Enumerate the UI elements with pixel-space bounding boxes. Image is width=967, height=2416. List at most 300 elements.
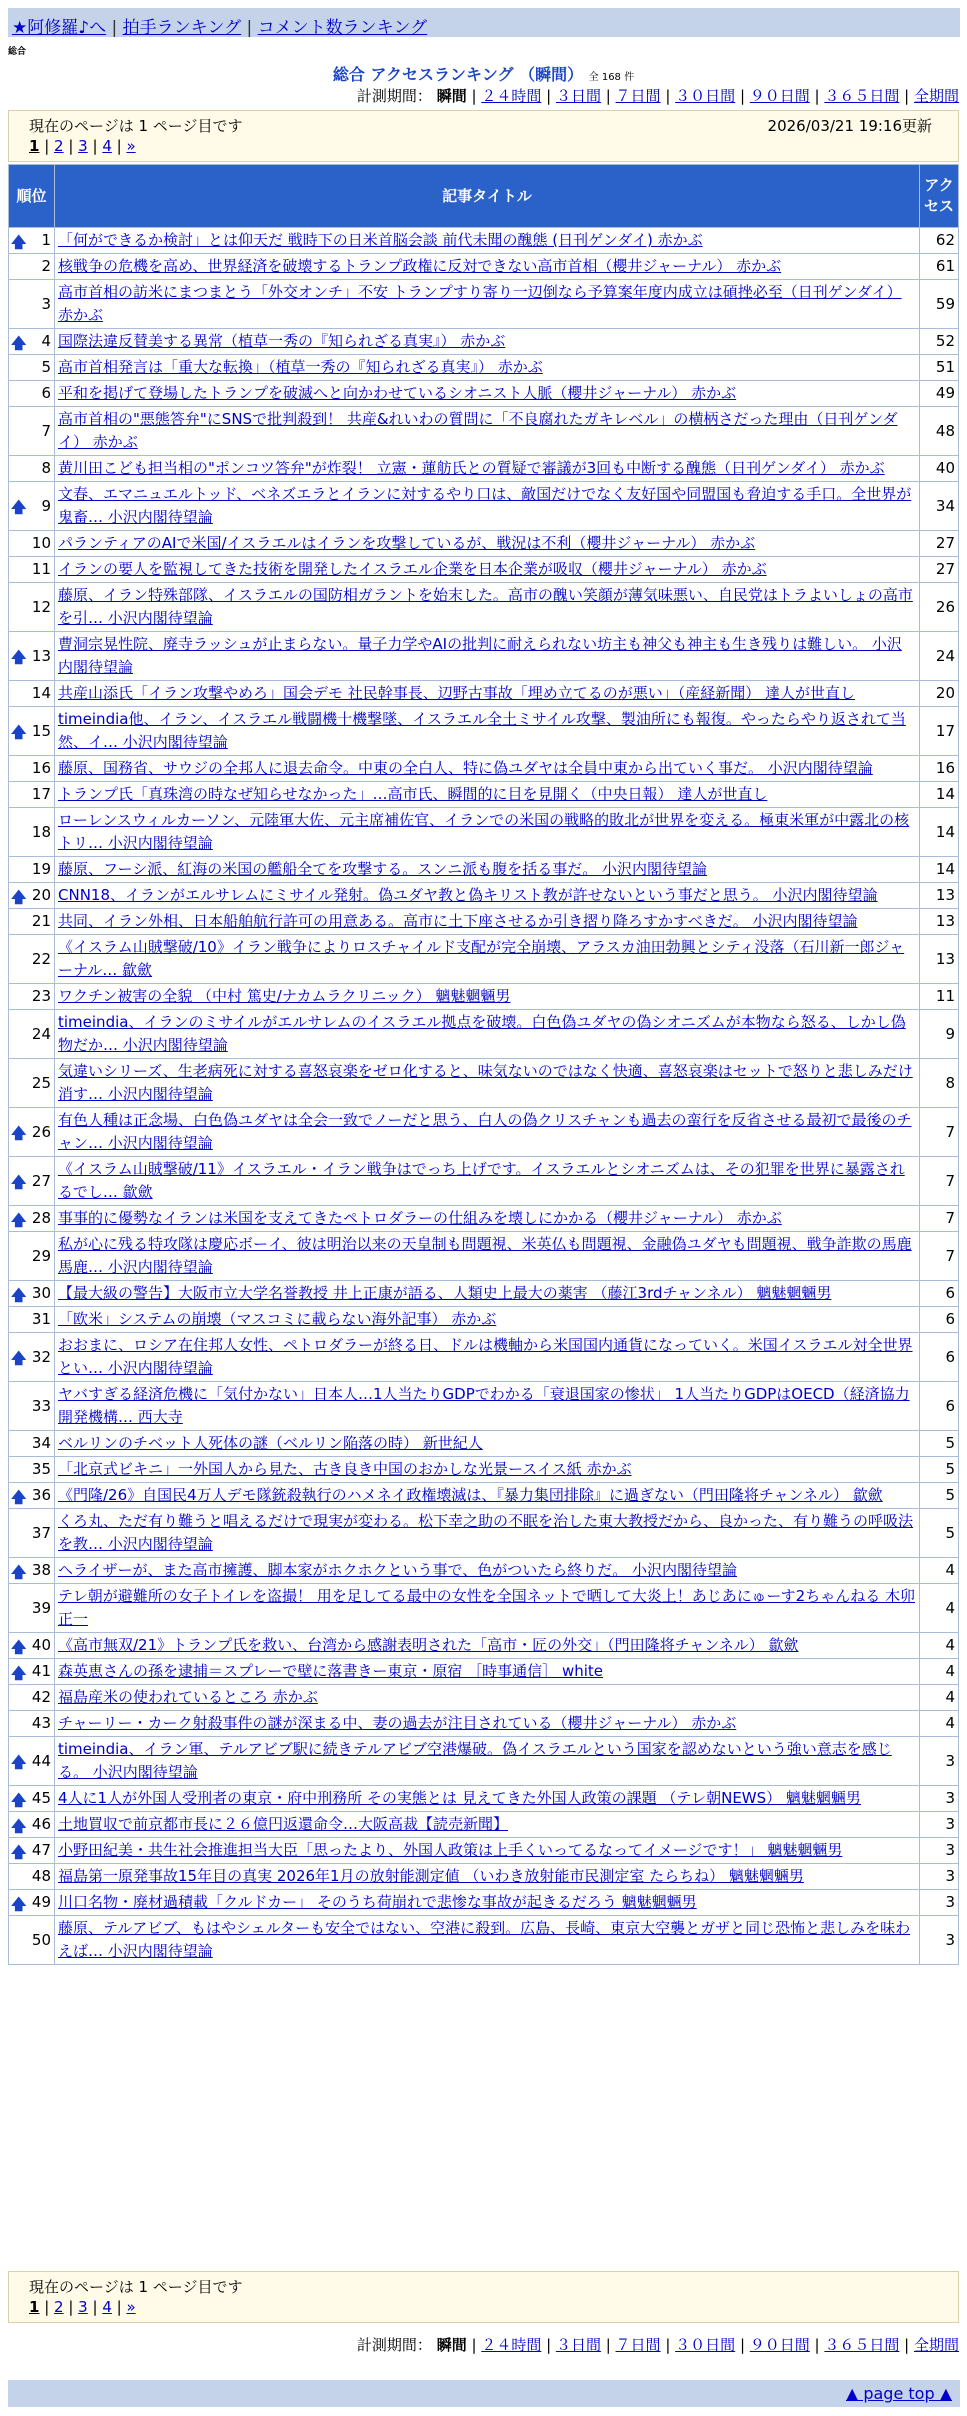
up-arrow-icon: 🡅 [11, 1210, 27, 1229]
table-row [9, 1558, 958, 1583]
title-cell [55, 1010, 919, 1058]
title-cell [55, 1157, 919, 1205]
title-cell [55, 1786, 919, 1811]
nav-sep: | [246, 18, 253, 38]
rank-number: 20 [31, 886, 51, 904]
period-selector-top: 計測期間： 瞬間 | ２４時間 | ３日間 | ７日間 | ３０日間 | ９０日間 | ３６５日間 | 全期間 [356, 87, 959, 105]
article-link[interactable]: 川口名物・廃材過積載「クルドカー」 そのうち荷崩れで悲惨な事故が起きるだろう 魑魅魍魎男 [58, 1893, 697, 1911]
period-all[interactable]: 全期間 [913, 87, 959, 105]
title-cell [55, 1457, 919, 1482]
page-link-4[interactable]: 4 [102, 2298, 112, 2316]
page-link-3[interactable]: 3 [78, 2298, 88, 2316]
title-cell [55, 1659, 919, 1684]
table-row [9, 1333, 958, 1381]
rank-number: 41 [31, 1662, 51, 1680]
up-arrow-icon: 🡅 [11, 232, 27, 251]
title-cell [55, 381, 919, 406]
table-row [9, 1737, 958, 1785]
table-row [9, 1108, 958, 1156]
table-row [9, 381, 958, 406]
article-link[interactable]: ローレンスウィルカーソン、元陸軍大佐、元主席補佐官、イランでの米国の戦略的敗北が世界を変える。極東米軍が中露北の核トリ… 小沢内閣待望論 [58, 811, 910, 852]
period-30d[interactable]: ３０日間 [675, 2336, 736, 2354]
access-count: 14 [920, 808, 958, 856]
article-link[interactable]: 気違いシリーズ、生老病死に対する喜怒哀楽をゼロ化すると、味気ないのではなく快適、喜怒哀楽はセットで怒りと悲しみだけ消す… 小沢内閣待望論 [58, 1062, 913, 1103]
title-cell [55, 280, 919, 328]
access-count: 40 [920, 456, 958, 481]
rank-cell [9, 1281, 54, 1306]
rank-cell [9, 808, 54, 856]
rank-number: 24 [31, 1024, 51, 1043]
period-7d[interactable]: ７日間 [615, 87, 661, 105]
title-cell [55, 1838, 919, 1863]
rank-number: 28 [31, 1209, 51, 1227]
rank-number: 25 [31, 1073, 51, 1092]
access-count: 3 [920, 1737, 958, 1785]
page-links: 1 | 2 | 3 | 4 | » [29, 137, 136, 155]
rank-cell [9, 456, 54, 481]
title-cell [55, 254, 919, 279]
rank-cell [9, 482, 54, 530]
rank-cell [9, 909, 54, 934]
article-link[interactable]: 《門隆/26》自国民4万人デモ隊銃殺執行のハメネイ政権壊滅は、『暴力集団排除』に過ぎない（門田隆将チャンネル） 歙歛 [58, 1486, 883, 1504]
page-title-text: 総合 アクセスランキング （瞬間） [332, 65, 584, 84]
rank-cell [9, 984, 54, 1009]
title-cell [55, 909, 919, 934]
page-current: 1 [29, 137, 40, 155]
article-link[interactable]: ヤバすぎる経済危機に「気付かない」日本人…1人当たりGDPでわかる「衰退国家の惨状」 1人当たりGDPはOECD（経済協力開発機構… 西大寺 [58, 1385, 910, 1426]
title-cell [55, 857, 919, 882]
rank-cell [9, 707, 54, 755]
article-link[interactable]: 「何ができるか検討」とは仰天だ 戦時下の日米首脳会談 前代未聞の醜態 (日刊ゲンダイ) 赤かぶ [58, 231, 703, 249]
article-link[interactable]: 【最大級の警告】大阪市立大学名誉教授 井上正康が語る、人類史上最大の薬害 （藤江3rdチャンネル） 魑魅魍魎男 [58, 1284, 832, 1302]
access-count: 4 [920, 1584, 958, 1632]
rank-number: 1 [41, 231, 51, 249]
table-row [9, 557, 958, 582]
rank-number: 19 [31, 860, 51, 878]
clap-ranking-link[interactable]: 拍手ランキング [122, 18, 242, 38]
table-row [9, 1685, 958, 1710]
access-count: 5 [920, 1457, 958, 1482]
access-count: 4 [920, 1685, 958, 1710]
title-cell [55, 1333, 919, 1381]
article-link[interactable]: パランティアのAIで米国/イスラエルはイランを攻撃しているが、戦況は不利（櫻井ジャーナル） 赤かぶ [58, 534, 756, 552]
access-count: 3 [920, 1890, 958, 1915]
table-row [9, 707, 958, 755]
rank-cell [9, 280, 54, 328]
title-cell [55, 681, 919, 706]
rank-number: 11 [31, 560, 51, 578]
access-count: 5 [920, 1483, 958, 1508]
table-row [9, 935, 958, 983]
period-365d[interactable]: ３６５日間 [824, 2336, 900, 2354]
up-arrow-icon: 🡅 [11, 1753, 27, 1771]
title-cell [55, 228, 919, 253]
table-row [9, 756, 958, 781]
article-link[interactable]: 《高市無双/21》トランプ氏を救い、台湾から感謝表明された「高市・匠の外交」（門田隆将チャンネル） 歙歛 [58, 1636, 799, 1654]
rank-cell [9, 1333, 54, 1381]
up-arrow-icon: 🡅 [11, 333, 27, 352]
article-link[interactable]: 森英恵さんの孫を逮捕＝スプレーで壁に落書きー東京・原宿 ［時事通信］ white [58, 1662, 603, 1680]
page-link-4[interactable]: 4 [102, 137, 112, 155]
rank-cell [9, 1382, 54, 1430]
rank-cell [9, 254, 54, 279]
page-link-3[interactable]: 3 [78, 137, 88, 155]
article-link[interactable]: 小野田紀美・共生社会推進担当大臣「思ったより、外国人政策は上手くいってるなってイメージです！」 魑魅魍魎男 [58, 1841, 843, 1859]
table-row [9, 1157, 958, 1205]
title-cell [55, 984, 919, 1009]
access-count: 5 [920, 1431, 958, 1456]
table-row [9, 531, 958, 556]
article-link[interactable]: 核戦争の危機を高め、世界経済を破壊するトランプ政権に反対できない高市首相（櫻井ジャーナル） 赤かぶ [58, 257, 782, 275]
pager-top [8, 110, 959, 162]
rank-number: 16 [31, 759, 51, 777]
article-link[interactable]: チャーリー・カーク射殺事件の謎が深まる中、妻の過去が注目されている（櫻井ジャーナル） 赤かぶ [58, 1714, 737, 1732]
title-cell [55, 1307, 919, 1332]
up-arrow-icon: 🡅 [11, 1349, 27, 1367]
access-count: 20 [920, 681, 958, 706]
table-row [9, 808, 958, 856]
ranking-table [8, 164, 959, 1965]
article-link[interactable]: timeindia、イランのミサイルがエルサレムのイスラエル拠点を破壊。白色偽ユダヤの偽シオニズムが本物なら怒る、しかし偽物だか… 小沢内閣待望論 [58, 1013, 906, 1054]
rank-number: 15 [31, 721, 51, 740]
rank-cell [9, 1812, 54, 1837]
rank-cell [9, 1059, 54, 1107]
title-cell [55, 1711, 919, 1736]
rank-header: 順位 [9, 165, 54, 227]
period-90d[interactable]: ９０日間 [749, 87, 810, 105]
period-current: 瞬間 [436, 2336, 467, 2354]
title-cell [55, 883, 919, 908]
table-row [9, 329, 958, 354]
page-link-2[interactable]: 2 [54, 137, 64, 155]
article-link[interactable]: timeindia他、イラン、イスラエル戦闘機十機撃墜、イスラエル全土ミサイル攻撃、製油所にも報復。やったらやり返されて当然、イ… 小沢内閣待望論 [58, 710, 906, 751]
title-cell [55, 583, 919, 631]
page-next[interactable]: » [126, 137, 136, 155]
title-cell [55, 1431, 919, 1456]
up-arrow-icon: 🡅 [11, 648, 27, 666]
access-count: 27 [920, 531, 958, 556]
table-row [9, 782, 958, 807]
period-90d[interactable]: ９０日間 [749, 2336, 810, 2354]
table-row [9, 1010, 958, 1058]
table-row [9, 1059, 958, 1107]
rank-cell [9, 228, 54, 253]
table-row [9, 1659, 958, 1684]
total-count: 全 168 件 [588, 72, 635, 83]
ranking-rows [9, 228, 958, 1964]
table-row [9, 1232, 958, 1280]
rank-cell [9, 1737, 54, 1785]
page-link-2[interactable]: 2 [54, 2298, 64, 2316]
page-top-link[interactable]: ▲ page top ▲ [845, 2384, 952, 2403]
table-row [9, 228, 958, 253]
title-cell [55, 1558, 919, 1583]
article-link[interactable]: 藤原、テルアビブ、もはやシェルターも安全ではない、空港に殺到。広島、長崎、東京大空襲とガザと同じ恐怖と悲しみを味わえば… 小沢内閣待望論 [58, 1919, 911, 1960]
article-link[interactable]: 有色人種は正念場、白色偽ユダヤは全会一致でノーだと思う、白人の偽クリスチャンも過去の蛮行を反省させる最初で最後のチャン… 小沢内閣待望論 [58, 1111, 912, 1152]
access-count: 13 [920, 935, 958, 983]
rank-number: 27 [31, 1171, 51, 1190]
up-arrow-icon: 🡅 [11, 1816, 27, 1835]
updated-time: 2026/03/21 19:16更新 [767, 117, 932, 135]
table-row [9, 681, 958, 706]
title-cell [55, 1281, 919, 1306]
rank-cell [9, 1157, 54, 1205]
rank-cell [9, 782, 54, 807]
rank-number: 42 [31, 1688, 51, 1706]
rank-number: 43 [31, 1714, 51, 1732]
access-count: 62 [920, 228, 958, 253]
article-link[interactable]: CNN18、イランがエルサレムにミサイル発射。偽ユダヤ教と偽キリスト教が許せないという事だと思う。 小沢内閣待望論 [58, 886, 878, 904]
article-link[interactable]: 事事的に優勢なイランは米国を支えてきたペトロダラーの仕組みを壊しにかかる（櫻井ジャーナル） 赤かぶ [58, 1209, 782, 1227]
rank-cell [9, 583, 54, 631]
access-count: 3 [920, 1864, 958, 1889]
access-count: 14 [920, 782, 958, 807]
article-link[interactable]: 4人に1人が外国人受刑者の東京・府中刑務所 その実態とは 見えてきた外国人政策の課題 （テレ朝NEWS） 魑魅魍魎男 [58, 1789, 861, 1807]
article-link[interactable]: 高市首相の訪米にまつまとう「外交オンチ」不安 トランプすり寄り一辺倒なら予算案年度内成立は碩挫必至（日刊ゲンダイ） 赤かぶ [58, 283, 902, 324]
table-row [9, 1864, 958, 1889]
title-header: 記事タイトル [55, 165, 919, 227]
rank-number: 22 [31, 949, 51, 968]
title-cell [55, 1059, 919, 1107]
title-cell [55, 707, 919, 755]
article-link[interactable]: イランの要人を監視してきた技術を開発したイスラエル企業を日本企業が吸収（櫻井ジャーナル） 赤かぶ [58, 560, 767, 578]
table-row [9, 1206, 958, 1231]
rank-number: 49 [31, 1893, 51, 1911]
up-arrow-icon: 🡅 [11, 1663, 27, 1682]
rank-number: 38 [31, 1561, 51, 1579]
article-link[interactable]: 「欧米」システムの崩壊（マスコミに載らない海外記事） 赤かぶ [58, 1310, 497, 1328]
rank-cell [9, 1206, 54, 1231]
table-row [9, 456, 958, 481]
title-cell [55, 1509, 919, 1557]
article-link[interactable]: 黄川田こども担当相の"ポンコツ答弁"が炸裂！ 立憲・蓮舫氏との質疑で審議が3回も中断する醜態（日刊ゲンダイ） 赤かぶ [58, 459, 885, 477]
period-label: 計測期間： [356, 2336, 432, 2354]
access-count: 8 [920, 1059, 958, 1107]
access-count: 48 [920, 407, 958, 455]
title-cell [55, 1864, 919, 1889]
rank-cell [9, 1864, 54, 1889]
period-3d[interactable]: ３日間 [555, 87, 601, 105]
rank-number: 29 [31, 1246, 51, 1265]
rank-number: 23 [31, 987, 51, 1005]
title-cell [55, 1584, 919, 1632]
page-current: 1 [29, 2298, 40, 2316]
access-count: 3 [920, 1838, 958, 1863]
access-count: 6 [920, 1382, 958, 1430]
title-cell [55, 329, 919, 354]
page-links: 1 | 2 | 3 | 4 | » [29, 2298, 136, 2316]
access-count: 26 [920, 583, 958, 631]
rank-cell [9, 1711, 54, 1736]
title-cell [55, 1685, 919, 1710]
current-page-text: 現在のページは 1 ページ目です [29, 117, 243, 135]
table-row [9, 1633, 958, 1658]
access-count: 13 [920, 883, 958, 908]
current-page-text: 現在のページは 1 ページ目です [29, 2278, 243, 2296]
article-link[interactable]: 土地買収で前京都市長に２６億円返還命令…大阪高裁【読売新聞】 [58, 1815, 509, 1833]
access-count: 7 [920, 1157, 958, 1205]
article-link[interactable]: 《イスラム山賊撃破/10》イラン戦争によりロスチャイルド支配が完全崩壊、アラスカ油田勃興とシティ没落（石川新一郎ジャーナル… 歙歛 [58, 938, 905, 979]
table-row [9, 355, 958, 380]
rank-number: 44 [31, 1751, 51, 1770]
rank-cell [9, 1431, 54, 1456]
article-link[interactable]: 曹洞宗晃性院、廃寺ラッシュが止まらない。量子力学やAIの批判に耐えられない坊主も神父も神主も生き残りは難しい。 小沢内閣待望論 [58, 635, 902, 676]
title-cell [55, 1232, 919, 1280]
period-365d[interactable]: ３６５日間 [824, 87, 900, 105]
up-arrow-icon: 🡅 [11, 1894, 27, 1913]
rank-number: 14 [31, 684, 51, 702]
table-header-row [9, 165, 958, 227]
period-24h[interactable]: ２４時間 [481, 87, 542, 105]
title-cell [55, 1382, 919, 1430]
rank-cell [9, 1786, 54, 1811]
access-count: 27 [920, 557, 958, 582]
rank-number: 8 [41, 459, 51, 477]
article-link[interactable]: 藤原、イラン特殊部隊、イスラエルの国防相ガラントを始末した。高市の醜い笑顔が薄気味悪い、自民党はトラよいしょの高市を引… 小沢内閣待望論 [58, 586, 913, 627]
pager-bottom [8, 2271, 959, 2323]
table-row [9, 632, 958, 680]
table-row [9, 857, 958, 882]
rank-cell [9, 1232, 54, 1280]
rank-cell [9, 1457, 54, 1482]
table-row [9, 1711, 958, 1736]
rank-cell [9, 407, 54, 455]
article-link[interactable]: くろ丸、ただ有り難うと唱えるだけで現実が変わる。松下幸之助の不眠を治した東大教授だから、良かった、有り難うの呼吸法を教… 小沢内閣待望論 [58, 1512, 914, 1553]
page-next[interactable]: » [126, 2298, 136, 2316]
access-count: 4 [920, 1558, 958, 1583]
access-count: 4 [920, 1659, 958, 1684]
table-row [9, 1281, 958, 1306]
table-row [9, 1786, 958, 1811]
article-link[interactable]: 平和を掲げて登場したトランプを破滅へと向かわせているシオニスト人脈（櫻井ジャーナル） 赤かぶ [58, 384, 737, 402]
period-selector-bottom: 計測期間： 瞬間 | ２４時間 | ３日間 | ７日間 | ３０日間 | ９０日間 | ３６５日間 | 全期間 [356, 2336, 959, 2354]
table-row [9, 883, 958, 908]
rank-number: 12 [31, 597, 51, 616]
article-link[interactable]: ワクチン被害の全貌 （中村 篤史/ナカムラクリニック） 魑魅魍魎男 [58, 987, 511, 1005]
article-link[interactable]: 《イスラム山賊撃破/11》イスラエル・イラン戦争はでっち上げです。イスラエルとシオニズムは、その犯罪を世界に暴露されるでし… 歙歛 [58, 1160, 905, 1201]
comment-ranking-link[interactable]: コメント数ランキング [257, 18, 428, 38]
rank-number: 17 [31, 785, 51, 803]
access-count: 51 [920, 355, 958, 380]
article-link[interactable]: 「北京式ビキニ」一外国人から見た、古き良き中国のおかしな光景ースイス紙 赤かぶ [58, 1460, 632, 1478]
up-arrow-icon: 🡅 [11, 498, 27, 516]
table-row [9, 482, 958, 530]
table-row [9, 407, 958, 455]
nav-sep: | [111, 18, 118, 38]
rank-cell [9, 355, 54, 380]
rank-number: 37 [31, 1523, 51, 1542]
access-count: 5 [920, 1509, 958, 1557]
article-link[interactable]: ヘライザーが、また高市擁護、脚本家がホクホクという事で、色がついたら終りだ。 小沢内閣待望論 [58, 1561, 738, 1579]
table-row [9, 1431, 958, 1456]
rank-cell [9, 935, 54, 983]
rank-cell [9, 756, 54, 781]
up-arrow-icon: 🡅 [11, 1487, 27, 1506]
table-row [9, 1890, 958, 1915]
article-link[interactable]: 藤原、フーシ派、紅海の米国の艦船全てを攻撃する。スンニ派も腹を括る事だ。 小沢内閣待望論 [58, 860, 708, 878]
article-link[interactable]: テレ朝が避難所の女子トイレを盗撮！ 用を足してる最中の女性を全国ネットで晒して大炎上！あじあにゅーす2ちゃんねる 木卯正一 [58, 1587, 915, 1628]
article-link[interactable]: 福島産米の使われているところ 赤かぶ [58, 1688, 318, 1706]
period-3d[interactable]: ３日間 [555, 2336, 601, 2354]
access-count: 4 [920, 1711, 958, 1736]
home-link[interactable]: ★阿修羅♪へ [12, 18, 107, 38]
article-link[interactable]: 高市首相の"悪態答弁"にSNSで批判殺到！ 共産&れいわの質問に「不良腐れたガキレベル」の横柄さだった理由（日刊ゲンダイ） 赤かぶ [58, 410, 898, 451]
article-link[interactable]: 高市首相発言は「重大な転換」（植草一秀の『知られざる真実』） 赤かぶ [58, 358, 543, 376]
rank-cell [9, 632, 54, 680]
access-count: 3 [920, 1916, 958, 1964]
rank-cell [9, 1558, 54, 1583]
period-all[interactable]: 全期間 [913, 2336, 959, 2354]
page-title [0, 62, 967, 85]
access-count: 3 [920, 1786, 958, 1811]
article-link[interactable]: 国際法違反賛美する異常（植草一秀の『知られざる真実』） 赤かぶ [58, 332, 506, 350]
table-row [9, 1457, 958, 1482]
table-row [9, 1307, 958, 1332]
title-cell [55, 1206, 919, 1231]
rank-number: 46 [31, 1815, 51, 1833]
article-link[interactable]: 藤原、国務省、サウジの全邦人に退去命令。中東の全白人、特に偽ユダヤは全員中東から出ていく事だ。 小沢内閣待望論 [58, 759, 873, 777]
article-link[interactable]: 共産山添氏「イラン攻撃やめろ」国会デモ 社民幹事長、辺野古事故「埋め立てるのが悪い」（産経新聞） 達人が世直し [58, 684, 856, 702]
rank-cell [9, 531, 54, 556]
rank-number: 9 [41, 496, 51, 515]
access-count: 24 [920, 632, 958, 680]
article-link[interactable]: おおまに、ロシア在住邦人女性、ペトロダラーが終る日、ドルは機軸から米国国内通貨になっていく。米国イスラエル対全世界とい… 小沢内閣待望論 [58, 1336, 913, 1377]
article-link[interactable]: 福島第一原発事故15年目の真実 2026年1月の放射能測定値 （いわき放射能市民測定室 たらちね） 魑魅魍魎男 [58, 1867, 804, 1885]
rank-number: 33 [31, 1396, 51, 1415]
period-30d[interactable]: ３０日間 [675, 87, 736, 105]
up-arrow-icon: 🡅 [11, 723, 27, 741]
access-header: アクセス [920, 165, 958, 227]
rank-number: 21 [31, 912, 51, 930]
rank-number: 6 [41, 384, 51, 402]
rank-cell [9, 329, 54, 354]
title-cell [55, 632, 919, 680]
rank-cell [9, 381, 54, 406]
table-row [9, 909, 958, 934]
rank-number: 34 [31, 1434, 51, 1452]
rank-number: 2 [41, 257, 51, 275]
title-cell [55, 756, 919, 781]
up-arrow-icon: 🡅 [11, 1124, 27, 1142]
rank-number: 3 [41, 294, 51, 313]
title-cell [55, 1812, 919, 1837]
article-link[interactable]: timeindia、イラン軍、テルアビブ駅に続きテルアビブ空港爆破。偽イスラエルという国家を認めないという強い意志を感じる。 小沢内閣待望論 [58, 1740, 892, 1781]
access-count: 49 [920, 381, 958, 406]
rank-cell [9, 681, 54, 706]
article-link[interactable]: ベルリンのチベット人死体の謎（ベルリン陥落の時） 新世紀人 [58, 1434, 483, 1452]
article-link[interactable]: 私が心に残る特攻隊は慶応ボーイ、彼は明治以来の天皇制も問題視、米英仏も問題視、金融偽ユダヤも問題視、戦争詐欺の馬鹿馬鹿… 小沢内閣待望論 [58, 1235, 912, 1276]
rank-number: 45 [31, 1789, 51, 1807]
rank-number: 31 [31, 1310, 51, 1328]
article-link[interactable]: 文春、エマニュエルトッド、ベネズエラとイランに対するやり口は、敵国だけでなく友好国や同盟国も脅迫する手口。全世界が鬼畜… 小沢内閣待望論 [58, 485, 912, 526]
up-arrow-icon: 🡅 [11, 1173, 27, 1191]
rank-number: 32 [31, 1347, 51, 1366]
title-cell [55, 808, 919, 856]
period-7d[interactable]: ７日間 [615, 2336, 661, 2354]
article-link[interactable]: トランプ氏「真珠湾の時なぜ知らせなかった」…高市氏、瞬間的に目を見開く（中央日報） 達人が世直し [58, 785, 768, 803]
access-count: 13 [920, 909, 958, 934]
table-row [9, 254, 958, 279]
access-count: 16 [920, 756, 958, 781]
article-link[interactable]: 共同、イラン外相、日本船舶航行許可の用意ある。高市に土下座させるか引き摺り降ろすかすべきだ。 小沢内閣待望論 [58, 912, 858, 930]
period-24h[interactable]: ２４時間 [481, 2336, 542, 2354]
rank-number: 36 [31, 1486, 51, 1504]
rank-cell [9, 1509, 54, 1557]
rank-number: 35 [31, 1460, 51, 1478]
rank-number: 48 [31, 1867, 51, 1885]
table-row [9, 583, 958, 631]
rank-cell [9, 1838, 54, 1863]
